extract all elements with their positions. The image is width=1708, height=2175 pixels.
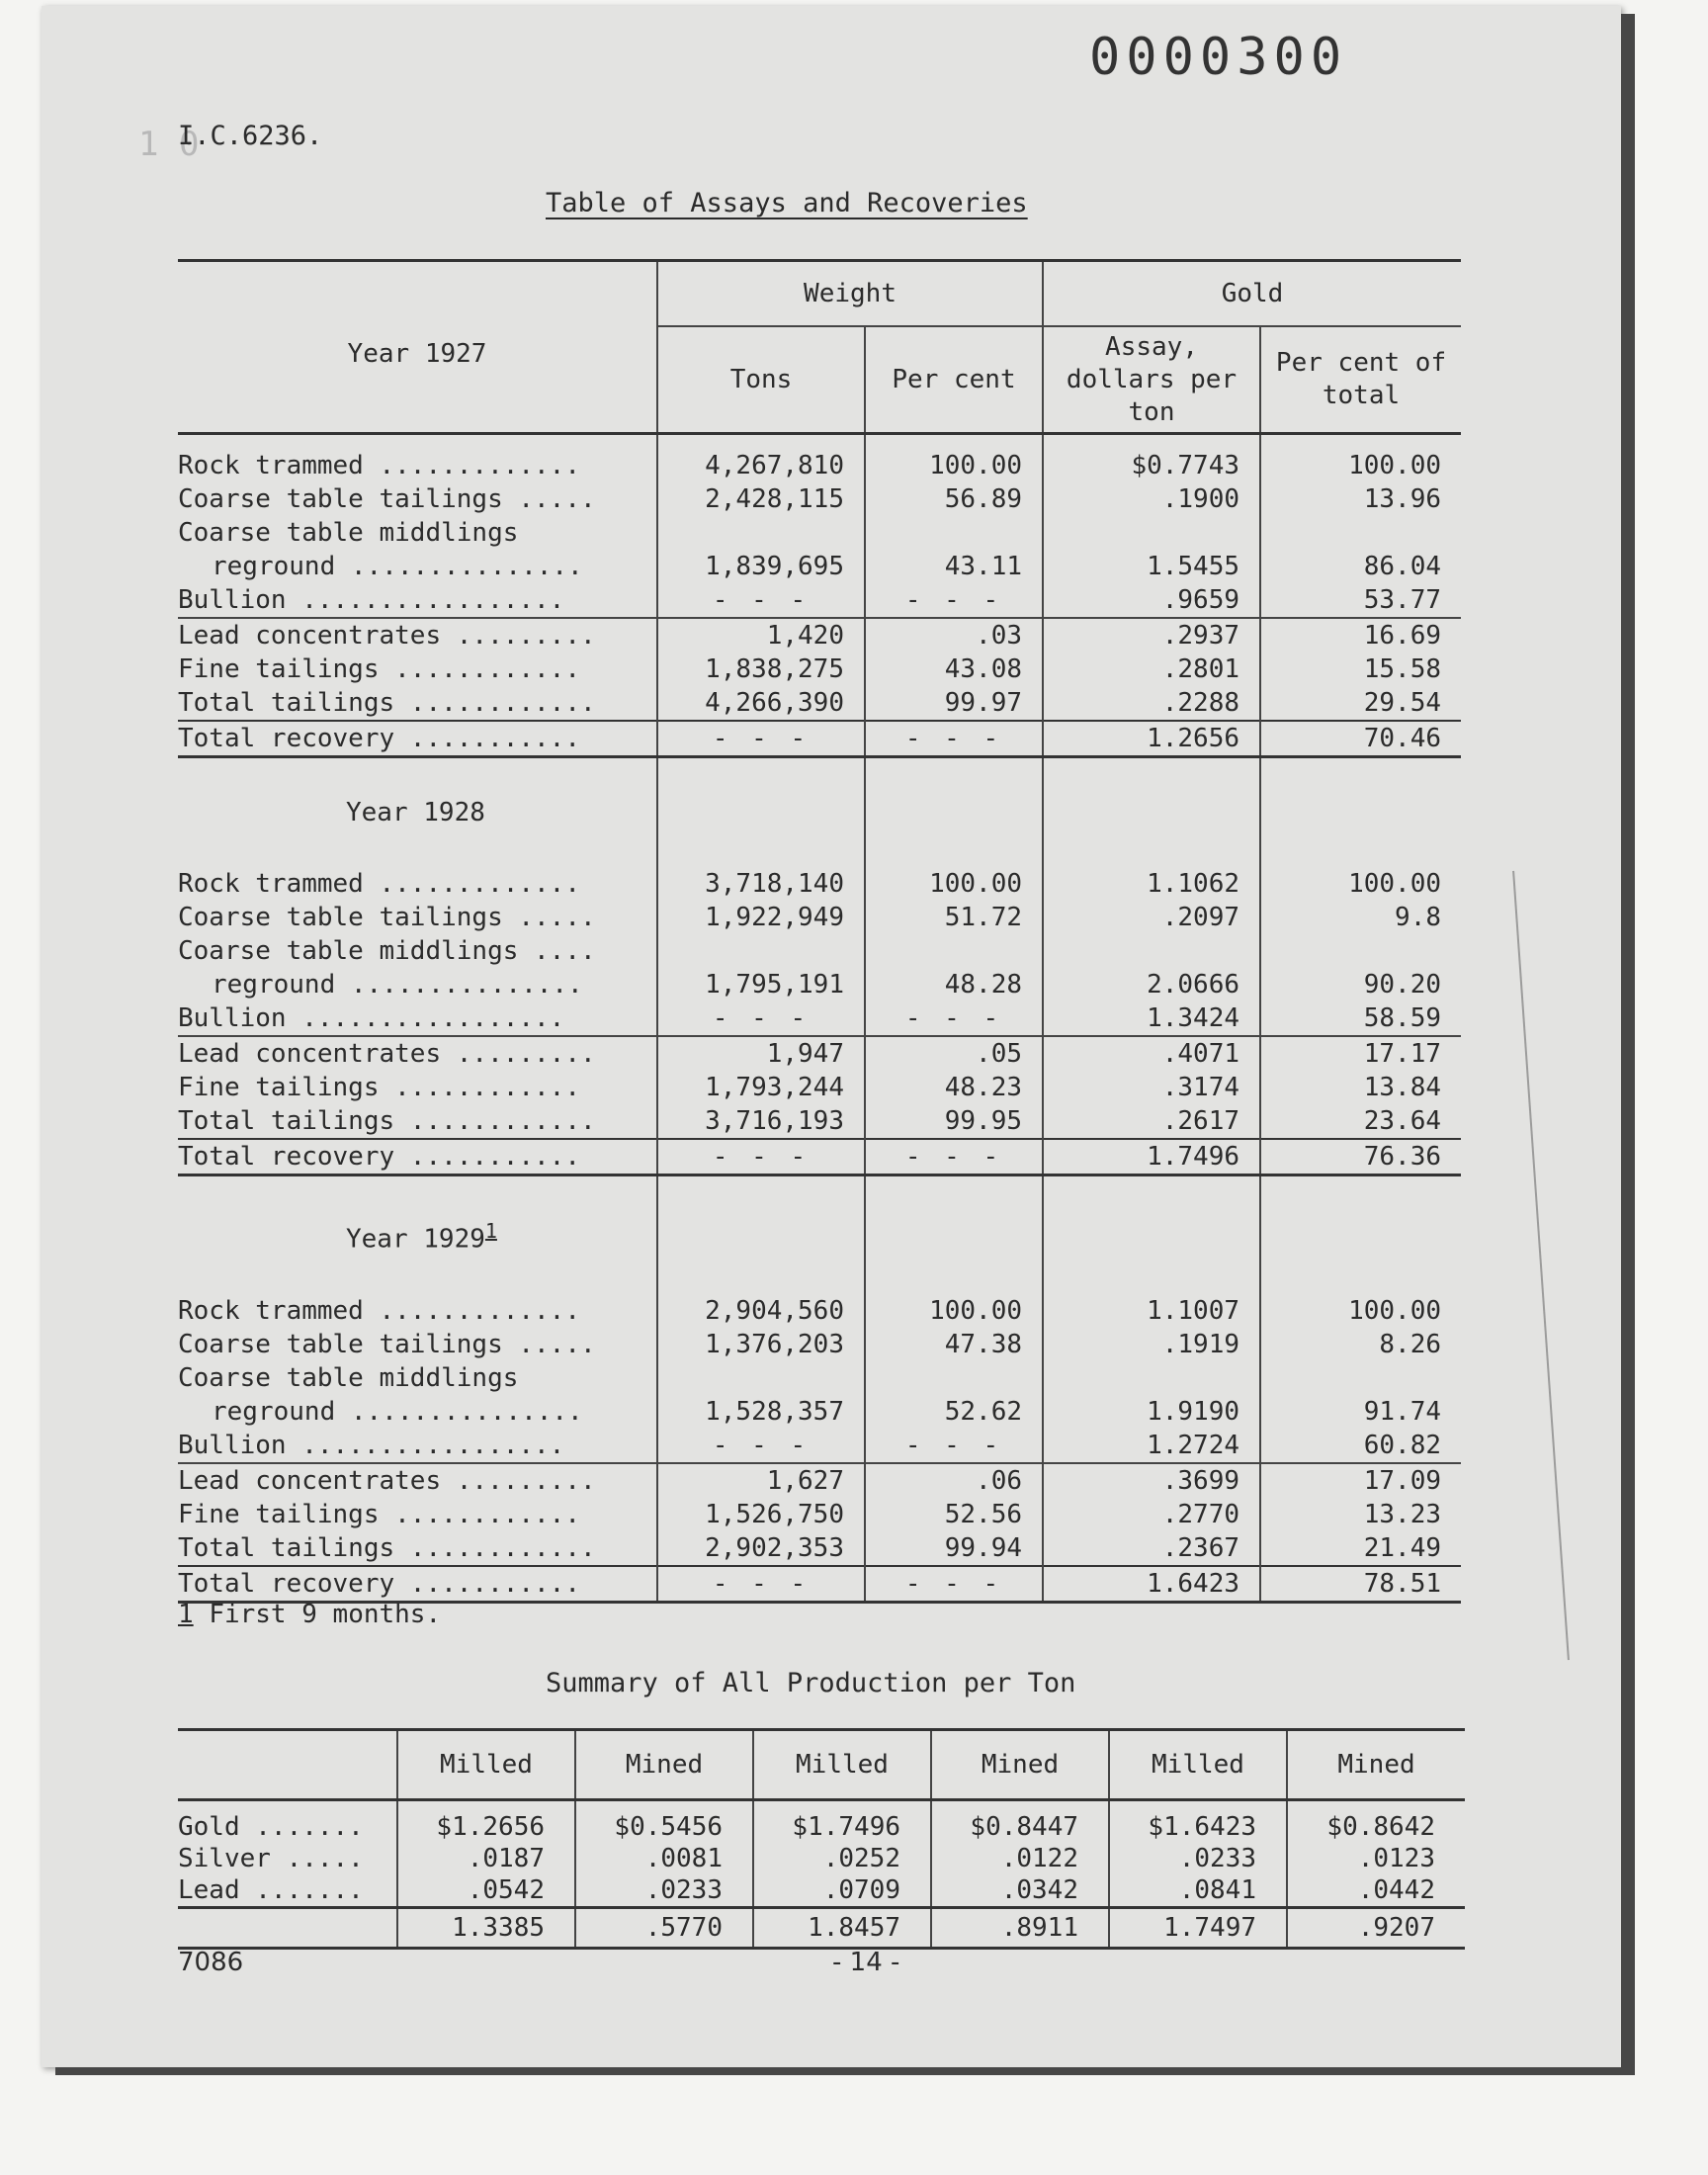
assay-cell: 1.2656 (1043, 721, 1260, 757)
table-row (178, 583, 1461, 618)
table-row (178, 1361, 1461, 1395)
summary-total-cell: .5770 (575, 1908, 753, 1949)
year-1929-heading: Year 1929$^1$ (346, 1219, 497, 1255)
column-header: Milled (397, 1730, 575, 1800)
percent-cell: 100.00 (865, 867, 1043, 901)
row-label: Fine tailings ............ (178, 654, 580, 684)
gold-percent-cell: 17.09 (1260, 1463, 1461, 1498)
summary-cell: .0841 (1109, 1874, 1287, 1908)
percent-cell: 56.89 (865, 482, 1043, 516)
summary-cell: .0081 (575, 1843, 753, 1874)
table-row (178, 550, 1461, 583)
tons-cell: 2,902,353 (657, 1531, 865, 1566)
assays-recoveries-table (178, 259, 1461, 1604)
column-header: Milled (1109, 1730, 1287, 1800)
summary-row (178, 1800, 1465, 1844)
percent-cell: 48.28 (865, 968, 1043, 1001)
gold-percent-cell: 15.58 (1260, 652, 1461, 686)
page-number: - 14 - (832, 1948, 900, 1977)
year-row (178, 1175, 1461, 1294)
assay-cell: 1.1062 (1043, 867, 1260, 901)
table-row (178, 482, 1461, 516)
table-row (178, 1328, 1461, 1361)
percent-cell: 100.00 (865, 434, 1043, 483)
assay-cell: 1.1007 (1043, 1294, 1260, 1328)
tons-cell: 3,716,193 (657, 1104, 865, 1139)
row-label: Bullion ................. (178, 1430, 565, 1460)
summary-total-row (178, 1908, 1465, 1949)
summary-row-label: Lead ....... (178, 1875, 364, 1905)
tons-cell: 1,376,203 (657, 1328, 865, 1361)
assay-heading: Assay, dollars per ton (1043, 326, 1260, 434)
dash-cell: - - - (865, 1566, 1043, 1603)
summary-cell: .0187 (397, 1843, 575, 1874)
gold-percent-cell: 9.8 (1260, 901, 1461, 934)
table-row (178, 618, 1461, 652)
summary-title: Summary of All Production per Ton (546, 1668, 1076, 1698)
dash-cell: - - - (657, 721, 865, 757)
column-header: Milled (753, 1730, 931, 1800)
assay-cell: .3174 (1043, 1071, 1260, 1104)
summary-cell: $0.8447 (931, 1800, 1109, 1844)
gold-percent-cell: 16.69 (1260, 618, 1461, 652)
tons-cell: 1,947 (657, 1036, 865, 1071)
assay-cell: 1.5455 (1043, 550, 1260, 583)
row-label: Lead concentrates ......... (178, 1036, 657, 1071)
summary-cell: .0342 (931, 1874, 1109, 1908)
summary-total-cell: .9207 (1287, 1908, 1465, 1949)
table-row (178, 516, 1461, 550)
row-label: reground ............... (212, 552, 583, 581)
dash-cell: - - - (865, 721, 1043, 757)
gold-percent-cell: 91.74 (1260, 1395, 1461, 1429)
row-label: Lead concentrates ......... (178, 1463, 657, 1498)
summary-cell: .0122 (931, 1843, 1109, 1874)
assay-cell: .1919 (1043, 1328, 1260, 1361)
dash-cell: - - - (865, 1001, 1043, 1036)
percent-cell: 43.08 (865, 652, 1043, 686)
gold-percent-cell: 86.04 (1260, 550, 1461, 583)
table-row (178, 1463, 1461, 1498)
production-summary-table (178, 1728, 1465, 1950)
gold-percent-cell: 8.26 (1260, 1328, 1461, 1361)
gold-percent-cell: 17.17 (1260, 1036, 1461, 1071)
table-row (178, 1395, 1461, 1429)
summary-cell: .0442 (1287, 1874, 1465, 1908)
tons-cell: 1,922,949 (657, 901, 865, 934)
summary-cell: .0252 (753, 1843, 931, 1874)
percent-cell: 52.62 (865, 1395, 1043, 1429)
percent-cell: 99.94 (865, 1531, 1043, 1566)
assay-cell: .2770 (1043, 1498, 1260, 1531)
summary-cell: .0233 (575, 1874, 753, 1908)
assay-cell: 1.3424 (1043, 1001, 1260, 1036)
gold-percent-cell: 70.46 (1260, 721, 1461, 757)
tons-cell: 4,267,810 (657, 434, 865, 483)
table-title: Table of Assays and Recoveries (546, 188, 1028, 218)
gold-percent-cell: 23.64 (1260, 1104, 1461, 1139)
assay-cell: .2288 (1043, 686, 1260, 721)
percent-cell: 47.38 (865, 1328, 1043, 1361)
summary-cell: $1.6423 (1109, 1800, 1287, 1844)
footnote (178, 1600, 441, 1629)
gold-percent-cell: 78.51 (1260, 1566, 1461, 1603)
gold-percent-cell: 90.20 (1260, 968, 1461, 1001)
gold-heading: Gold (1043, 261, 1461, 327)
row-label: reground ............... (212, 1396, 583, 1427)
row-label: Total tailings ............ (178, 1532, 596, 1563)
gold-percent-cell: 13.23 (1260, 1498, 1461, 1531)
footnote-marker: 1 (178, 1600, 194, 1629)
row-label: Total tailings ............ (178, 688, 596, 718)
table-row (178, 1429, 1461, 1463)
year-1927-heading: Year 1927 (178, 261, 657, 434)
table-row (178, 1001, 1461, 1036)
gold-percent-cell: 13.96 (1260, 482, 1461, 516)
table-row (178, 1531, 1461, 1566)
dash-cell: - - - (657, 1566, 865, 1603)
gold-percent-cell: 29.54 (1260, 686, 1461, 721)
gold-percent-cell: 53.77 (1260, 583, 1461, 618)
table-row (178, 1036, 1461, 1071)
row-label: Coarse table tailings ..... (178, 1329, 596, 1359)
assay-cell: 1.9190 (1043, 1395, 1260, 1429)
column-header: Mined (931, 1730, 1109, 1800)
gold-percent-cell: 13.84 (1260, 1071, 1461, 1104)
row-label: Fine tailings ............ (178, 1499, 580, 1529)
row-label: Coarse table tailings ..... (178, 484, 596, 514)
summary-row-label: Gold ....... (178, 1812, 364, 1842)
percent-cell: 99.97 (865, 686, 1043, 721)
summary-cell: .0709 (753, 1874, 931, 1908)
summary-row (178, 1874, 1465, 1908)
summary-total-cell: .8911 (931, 1908, 1109, 1949)
footnote-marker: 1 (484, 1219, 497, 1243)
assay-cell: .2097 (1043, 901, 1260, 934)
table-row (178, 934, 1461, 968)
summary-cell: $0.5456 (575, 1800, 753, 1844)
summary-total-cell: 1.7497 (1109, 1908, 1287, 1949)
serial-stamp: 0000300 (1089, 28, 1348, 87)
row-label: Rock trammed ............. (178, 1295, 580, 1326)
summary-cell: .0233 (1109, 1843, 1287, 1874)
row-label: Coarse table middlings (178, 518, 519, 548)
percent-cell: 99.95 (865, 1104, 1043, 1139)
year-1928-heading: Year 1928 (346, 798, 485, 827)
footnote-text: First 9 months. (209, 1600, 442, 1629)
percent-cell: 52.56 (865, 1498, 1043, 1531)
summary-cell: $1.2656 (397, 1800, 575, 1844)
table-row (178, 652, 1461, 686)
table-row (178, 1104, 1461, 1139)
table-row (178, 721, 1461, 757)
column-header: Mined (575, 1730, 753, 1800)
gold-percent-heading: Per cent of total (1260, 326, 1461, 434)
tons-cell: 1,793,244 (657, 1071, 865, 1104)
summary-row-label: Silver ..... (178, 1844, 364, 1873)
summary-total-label (178, 1908, 397, 1949)
percent-cell: 43.11 (865, 550, 1043, 583)
faded-mark: 1 0 (138, 125, 200, 164)
percent-cell: 48.23 (865, 1071, 1043, 1104)
row-label: reground ............... (212, 970, 583, 1000)
tons-cell: 1,838,275 (657, 652, 865, 686)
tons-cell: 1,420 (657, 618, 865, 652)
dash-cell: - - - (657, 1429, 865, 1463)
row-label: Bullion ................. (178, 585, 565, 615)
tons-cell: 1,528,357 (657, 1395, 865, 1429)
column-header: Mined (1287, 1730, 1465, 1800)
percent-cell: .05 (865, 1036, 1043, 1071)
assay-cell: .2617 (1043, 1104, 1260, 1139)
assay-cell: .9659 (1043, 583, 1260, 618)
table-row (178, 434, 1461, 483)
summary-cell: $1.7496 (753, 1800, 931, 1844)
summary-cell: $0.8642 (1287, 1800, 1465, 1844)
gold-percent-cell: 21.49 (1260, 1531, 1461, 1566)
assay-cell: .1900 (1043, 482, 1260, 516)
tons-heading: Tons (657, 326, 865, 434)
dash-cell: - - - (657, 1139, 865, 1175)
summary-cell: .0123 (1287, 1843, 1465, 1874)
table-row (178, 1071, 1461, 1104)
row-label: Rock trammed ............. (178, 869, 580, 899)
assay-cell: 2.0666 (1043, 968, 1260, 1001)
tons-cell: 4,266,390 (657, 686, 865, 721)
tons-cell: 1,627 (657, 1463, 865, 1498)
tons-cell: 1,795,191 (657, 968, 865, 1001)
gold-percent-cell: 58.59 (1260, 1001, 1461, 1036)
year-row (178, 757, 1461, 868)
row-label: Total tailings ............ (178, 1106, 596, 1136)
assay-cell: .2367 (1043, 1531, 1260, 1566)
circular-number: I.C.6236. (178, 121, 323, 151)
row-label: Rock trammed ............. (178, 451, 580, 480)
row-label: Fine tailings ............ (178, 1073, 580, 1102)
table-row (178, 968, 1461, 1001)
dash-cell: - - - (865, 1429, 1043, 1463)
assay-cell: .3699 (1043, 1463, 1260, 1498)
row-label: Bullion ................. (178, 1003, 565, 1033)
summary-row (178, 1843, 1465, 1874)
weight-heading: Weight (657, 261, 1043, 327)
row-label: Total recovery ........... (178, 721, 657, 757)
row-label: Coarse table middlings (178, 1362, 519, 1393)
row-label: Lead concentrates ......... (178, 618, 657, 652)
tons-cell: 2,428,115 (657, 482, 865, 516)
tons-cell: 1,526,750 (657, 1498, 865, 1531)
tons-cell: 1,839,695 (657, 550, 865, 583)
tons-cell: 3,718,140 (657, 867, 865, 901)
weight-percent-heading: Per cent (865, 326, 1043, 434)
row-label: Coarse table tailings ..... (178, 903, 596, 932)
gold-percent-cell: 100.00 (1260, 1294, 1461, 1328)
table-row (178, 1498, 1461, 1531)
assay-cell: 1.6423 (1043, 1566, 1260, 1603)
dash-cell: - - - (657, 1001, 865, 1036)
table-row (178, 1139, 1461, 1175)
dash-cell: - - - (865, 1139, 1043, 1175)
summary-cell: .0542 (397, 1874, 575, 1908)
assay-cell: .2937 (1043, 618, 1260, 652)
table-row (178, 867, 1461, 901)
dash-cell: - - - (657, 583, 865, 618)
gold-percent-cell: 100.00 (1260, 434, 1461, 483)
row-label: Total recovery ........... (178, 1139, 657, 1175)
table-row (178, 901, 1461, 934)
summary-total-cell: 1.3385 (397, 1908, 575, 1949)
percent-cell: .03 (865, 618, 1043, 652)
percent-cell: .06 (865, 1463, 1043, 1498)
row-label: Total recovery ........... (178, 1566, 657, 1603)
tons-cell: 2,904,560 (657, 1294, 865, 1328)
table-row (178, 1294, 1461, 1328)
gold-percent-cell: 100.00 (1260, 867, 1461, 901)
table-row (178, 1566, 1461, 1603)
row-label: Coarse table middlings .... (178, 936, 596, 966)
percent-cell: 51.72 (865, 901, 1043, 934)
dash-cell: - - - (865, 583, 1043, 618)
assay-cell: 1.2724 (1043, 1429, 1260, 1463)
summary-corner-cell (178, 1730, 397, 1800)
gold-percent-cell: 60.82 (1260, 1429, 1461, 1463)
summary-total-cell: 1.8457 (753, 1908, 931, 1949)
gold-percent-cell: 76.36 (1260, 1139, 1461, 1175)
assay-cell: .4071 (1043, 1036, 1260, 1071)
assay-cell: 1.7496 (1043, 1139, 1260, 1175)
percent-cell: 100.00 (865, 1294, 1043, 1328)
assay-cell: $0.7743 (1043, 434, 1260, 483)
document-number: 7086 (178, 1948, 244, 1977)
table-row (178, 686, 1461, 721)
assay-cell: .2801 (1043, 652, 1260, 686)
